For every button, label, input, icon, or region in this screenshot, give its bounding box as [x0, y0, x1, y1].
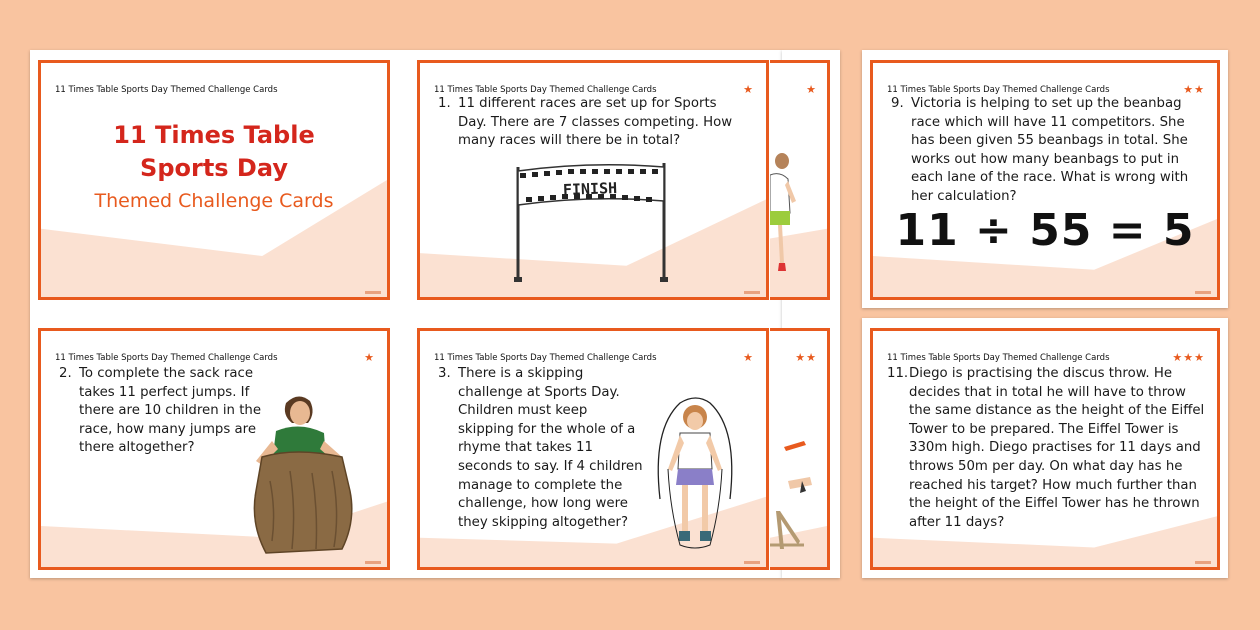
challenge-card-1[interactable]	[417, 60, 769, 300]
cover-card[interactable]	[38, 60, 390, 300]
question-body: 11 different races are set up for Sports Day. There are 7 classes competing. How many races will there be in total?	[458, 96, 733, 149]
difficulty-stars: ★★	[795, 351, 817, 364]
challenge-card-9[interactable]	[870, 60, 1220, 300]
brand-logo	[365, 561, 381, 564]
brand-logo	[1195, 291, 1211, 294]
card-header: 11 Times Table Sports Day Themed Challenge Cards	[434, 85, 657, 95]
difficulty-stars: ★★	[1183, 83, 1205, 96]
question-number: 2.	[59, 366, 72, 381]
calculation-equation: 11 ÷ 55 = 5	[895, 205, 1195, 256]
brand-logo	[744, 561, 760, 564]
question-text	[59, 365, 264, 458]
question-number: 9.	[891, 96, 904, 111]
difficulty-stars: ★	[806, 83, 817, 96]
cover-title-line2: Sports Day	[140, 154, 288, 182]
question-body: There is a skipping challenge at Sports Day. Children must keep skipping for the whole of a rhyme that takes 11 seconds to say. If 4 children manage to complete the challenge, how long were they skipping altogether?	[458, 366, 643, 530]
hurdle-jumper-icon	[770, 441, 820, 551]
question-number: 11.	[887, 366, 909, 381]
question-number: 1.	[438, 96, 451, 111]
question-body: To complete the sack race takes 11 perfect jumps. If there are 10 children in the race, how many jumps are there altogether?	[79, 366, 262, 456]
question-text	[887, 365, 1209, 532]
difficulty-stars: ★★★	[1172, 351, 1205, 364]
challenge-card-2[interactable]	[38, 328, 390, 570]
card-header: 11 Times Table Sports Day Themed Challenge Cards	[55, 353, 278, 363]
question-body: Victoria is helping to set up the beanbag race which will have 11 competitors. She has been given 55 beanbags in total. She works out how many beanbags to put in each lane of the race. What is wrong with her calculation?	[911, 96, 1189, 204]
peek-card-top[interactable]	[770, 60, 830, 300]
card-header: 11 Times Table Sports Day Themed Challenge Cards	[887, 353, 1110, 363]
difficulty-stars: ★	[743, 83, 754, 96]
finish-banner-text: FINISH	[562, 179, 618, 199]
finish-line-icon	[510, 161, 670, 285]
challenge-card-11[interactable]	[870, 328, 1220, 570]
cover-subtitle: Themed Challenge Cards	[94, 190, 334, 212]
question-number: 3.	[438, 366, 451, 381]
question-body: Diego is practising the discus throw. He decides that in total he will have to throw the same distance as the height of the Eiffel Tower to be prepared. The Eiffel Tower is 330m high. Diego practises for 11 days and throws 50m per day. On what day has he reached his target? How much further than the height of the Eiffel Tower has he thrown after 11 days?	[909, 366, 1205, 530]
challenge-card-3[interactable]	[417, 328, 769, 570]
running-child-icon	[770, 153, 800, 300]
difficulty-stars: ★	[364, 351, 375, 364]
question-text	[438, 95, 748, 151]
brand-logo	[365, 291, 381, 294]
skipping-child-icon	[650, 389, 740, 554]
question-text	[891, 95, 1209, 207]
peek-card-bottom[interactable]	[770, 328, 830, 570]
card-header: 11 Times Table Sports Day Themed Challenge Cards	[434, 353, 657, 363]
sack-race-icon	[246, 391, 356, 556]
cover-title-line1: 11 Times Table	[113, 121, 315, 149]
card-header: 11 Times Table Sports Day Themed Challenge Cards	[887, 85, 1110, 95]
question-text	[438, 365, 643, 532]
brand-logo	[744, 291, 760, 294]
brand-logo	[1195, 561, 1211, 564]
difficulty-stars: ★	[743, 351, 754, 364]
card-header: 11 Times Table Sports Day Themed Challenge Cards	[55, 85, 278, 95]
